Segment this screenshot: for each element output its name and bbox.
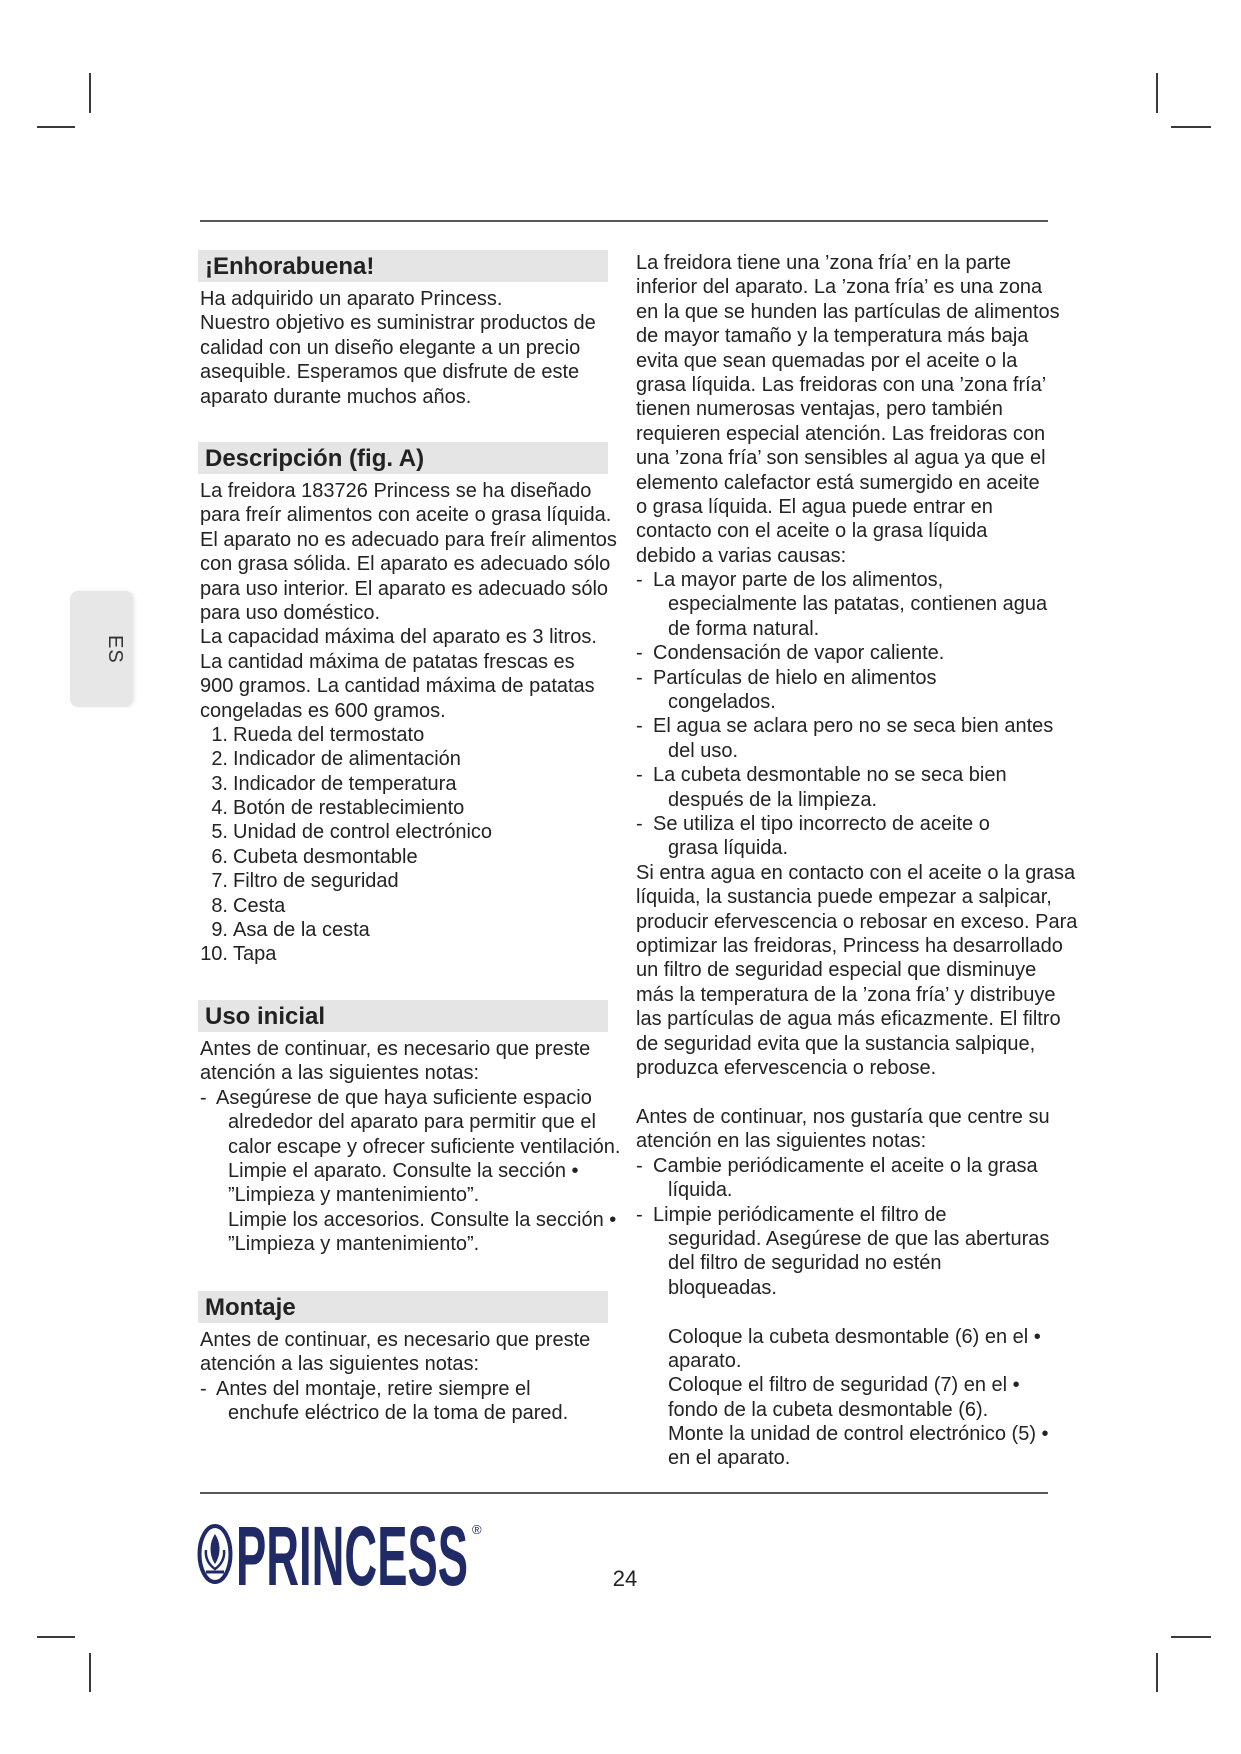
crop-mark-bottom-left-vertical bbox=[89, 1653, 91, 1692]
text-line: Antes de continuar, es necesario que preste bbox=[200, 1038, 591, 1060]
text-line: La cantidad máxima de patatas frescas es bbox=[200, 650, 575, 673]
parts-list bbox=[200, 723, 608, 967]
text-line: de seguridad evita que la sustancia salpique, bbox=[636, 1032, 1036, 1055]
list-item bbox=[200, 894, 608, 918]
bullet-continuation-line: seguridad. Asegúrese de que las aberturas bbox=[668, 1227, 1050, 1250]
list-item bbox=[200, 723, 608, 747]
text-line: más la temperatura de la ’zona fría’ y distribuye bbox=[636, 983, 1056, 1006]
section-body bbox=[200, 1328, 608, 1426]
top-rule bbox=[200, 220, 1048, 222]
list-item bbox=[200, 869, 608, 893]
list-item-number: 8. bbox=[211, 894, 228, 917]
text-line: Nuestro objetivo es suministrar productos de bbox=[200, 312, 596, 335]
bullet-continuation-line: alrededor del aparato para permitir que el bbox=[228, 1111, 596, 1134]
list-item-number: 7. bbox=[211, 870, 228, 893]
text-line: atención a las siguientes notas: bbox=[200, 1353, 480, 1376]
bullet-text: Asegúrese de que haya suficiente espacio bbox=[216, 1086, 592, 1109]
bullet-text: Partículas de hielo en alimentos bbox=[653, 666, 937, 689]
text-line: para uso doméstico. bbox=[200, 601, 381, 624]
bullet-text: Se utiliza el tipo incorrecto de aceite o bbox=[653, 812, 990, 835]
assembly-steps bbox=[636, 1325, 1081, 1471]
list-item bbox=[200, 772, 608, 796]
bullet-marker: - bbox=[636, 812, 643, 835]
text-line: La capacidad máxima del aparato es 3 litros. bbox=[200, 626, 597, 649]
section-descripcion bbox=[198, 442, 617, 967]
text-line: de mayor tamaño y la temperatura más baja bbox=[636, 325, 1029, 348]
text-line: para freír alimentos con aceite o grasa líquida. bbox=[200, 504, 612, 527]
bullet-text: El agua se aclara pero no se seca bien antes bbox=[653, 715, 1054, 738]
step-line: Coloque la cubeta desmontable (6) en el • bbox=[668, 1325, 1041, 1348]
bullet-continuation-line: especialmente las patatas, contienen agua bbox=[668, 593, 1048, 616]
bullet-item bbox=[636, 666, 1081, 690]
section-enhorabuena bbox=[198, 250, 608, 409]
bullet-item bbox=[636, 812, 1081, 836]
section-body bbox=[200, 287, 608, 409]
list-item-number: 5. bbox=[211, 821, 228, 844]
text-line: La freidora tiene una ’zona fría’ en la parte bbox=[636, 252, 1012, 274]
list-item bbox=[200, 820, 608, 844]
text-line: Ha adquirido un aparato Princess. bbox=[200, 288, 503, 310]
text-line: grasa líquida. Las freidoras con una ’zona fría’ bbox=[636, 373, 1047, 396]
text-line: asequible. Esperamos que disfrute de este bbox=[200, 361, 580, 384]
page-number: 24 bbox=[612, 1566, 638, 1591]
bullet-marker: - bbox=[636, 764, 643, 787]
text-line: una ’zona fría’ son sensibles al agua ya que el bbox=[636, 447, 1046, 470]
list-item-label: Unidad de control electrónico bbox=[233, 821, 493, 844]
list-item-label: Cubeta desmontable bbox=[233, 845, 418, 868]
language-tab-label: ES bbox=[104, 634, 126, 664]
bullet-continuation-line: Limpie los accesorios. Consulte la sección • bbox=[228, 1208, 617, 1231]
text-line: calidad con un diseño elegante a un precio bbox=[200, 336, 581, 359]
crop-mark-top-right-vertical bbox=[1156, 73, 1158, 113]
text-line: evita que sean quemadas por el aceite o la bbox=[636, 349, 1018, 372]
text-line: contacto con el aceite o la grasa líquida bbox=[636, 520, 988, 543]
text-line: La freidora 183726 Princess se ha diseñado bbox=[200, 480, 592, 502]
bullet-marker: - bbox=[636, 569, 643, 592]
bullet-continuation-line: ”Limpieza y mantenimiento”. bbox=[228, 1233, 480, 1256]
section-heading: Descripción (fig. A) bbox=[198, 442, 608, 474]
list-item bbox=[200, 918, 608, 942]
text-line: para uso interior. El aparato es adecuado sólo bbox=[200, 577, 609, 600]
bullet-marker: - bbox=[636, 666, 643, 689]
section-montaje bbox=[198, 1291, 608, 1426]
bullet-continuation-line: ”Limpieza y mantenimiento”. bbox=[228, 1184, 480, 1207]
maintenance-notes-block bbox=[636, 1105, 1081, 1471]
bullet-continuation-line: Limpie el aparato. Consulte la sección • bbox=[228, 1159, 579, 1182]
crop-mark-bottom-left-horizontal bbox=[37, 1636, 75, 1638]
language-tab bbox=[70, 591, 133, 707]
text-line: con grasa sólida. El aparato es adecuado sólo bbox=[200, 553, 611, 576]
list-item bbox=[200, 942, 608, 966]
bullet-item bbox=[636, 714, 1081, 738]
bullet-continuation-line: congelados. bbox=[668, 691, 776, 714]
text-line: en la que se hunden las partículas de alimentos bbox=[636, 300, 1060, 323]
bullet-continuation-line: líquida. bbox=[668, 1179, 733, 1202]
bullet-continuation-line: calor escape y ofrecer suficiente ventilación. bbox=[228, 1135, 621, 1158]
text-line: El aparato no es adecuado para freír alimentos bbox=[200, 528, 617, 551]
bullet-continuation-line: de forma natural. bbox=[668, 617, 820, 640]
list-item bbox=[200, 845, 608, 869]
princess-emblem-icon bbox=[200, 1526, 231, 1582]
bullet-item bbox=[636, 568, 1081, 592]
section-body bbox=[200, 479, 617, 967]
text-line: un filtro de seguridad especial que disminuye bbox=[636, 959, 1037, 982]
bullet-item bbox=[636, 641, 1081, 665]
list-item-label: Indicador de alimentación bbox=[233, 748, 461, 771]
crop-mark-bottom-right-vertical bbox=[1156, 1653, 1158, 1692]
bullet-text: La mayor parte de los alimentos, bbox=[653, 569, 944, 592]
text-line: líquida, la sustancia puede empezar a salpicar, bbox=[636, 886, 1052, 909]
logo-wordmark: PRINCESS bbox=[236, 1514, 468, 1594]
bullet-continuation-line: después de la limpieza. bbox=[668, 788, 878, 811]
bullet-text: Condensación de vapor caliente. bbox=[653, 642, 945, 665]
section-heading: Uso inicial bbox=[198, 1000, 608, 1032]
step-line: aparato. bbox=[668, 1349, 742, 1372]
bullet-text: Antes del montaje, retire siempre el bbox=[216, 1377, 531, 1400]
bullet-marker: - bbox=[200, 1377, 207, 1400]
text-line: elemento calefactor está sumergido en aceite bbox=[636, 471, 1040, 494]
text-line: atención a las siguientes notas: bbox=[200, 1062, 480, 1085]
bullet-continuation-line: bloqueadas. bbox=[668, 1276, 777, 1299]
crop-mark-bottom-right-horizontal bbox=[1171, 1636, 1211, 1638]
text-line: inferior del aparato. La ’zona fría’ es una zona bbox=[636, 276, 1043, 299]
text-line: aparato durante muchos años. bbox=[200, 385, 472, 408]
text-line: producir efervescencia o rebosar en exceso. Para bbox=[636, 910, 1078, 933]
text-line: Antes de continuar, nos gustaría que centre su bbox=[636, 1106, 1050, 1128]
bullet-marker: - bbox=[636, 715, 643, 738]
list-item bbox=[200, 796, 608, 820]
text-line: o grasa líquida. El agua puede entrar en bbox=[636, 495, 993, 518]
bullet-continuation-line: grasa líquida. bbox=[668, 837, 789, 860]
bullet-item bbox=[200, 1086, 608, 1110]
step-line: en el aparato. bbox=[668, 1447, 791, 1470]
list-item-label: Rueda del termostato bbox=[233, 723, 425, 746]
list-item-number: 1. bbox=[211, 723, 228, 746]
bullet-marker: - bbox=[636, 1154, 643, 1177]
list-item-number: 2. bbox=[211, 748, 228, 771]
bullet-item bbox=[636, 763, 1081, 787]
step-line: Monte la unidad de control electrónico (5) • bbox=[668, 1423, 1049, 1446]
list-item-label: Botón de restablecimiento bbox=[233, 797, 465, 820]
bullet-continuation-line: del uso. bbox=[668, 739, 739, 762]
text-line: Si entra agua en contacto con el aceite o la grasa bbox=[636, 861, 1076, 884]
bullet-item bbox=[636, 1203, 1081, 1227]
bottom-rule bbox=[200, 1492, 1048, 1494]
bullet-item bbox=[200, 1377, 608, 1401]
bullet-text: Cambie periódicamente el aceite o la grasa bbox=[653, 1154, 1038, 1177]
text-line: congeladas es 600 gramos. bbox=[200, 699, 446, 722]
crop-mark-top-left-vertical bbox=[89, 73, 91, 113]
list-item-label: Asa de la cesta bbox=[233, 919, 370, 942]
text-line: tienen numerosas ventajas, pero también bbox=[636, 398, 1003, 421]
list-item-label: Cesta bbox=[233, 894, 286, 917]
text-line: atención en las siguientes notas: bbox=[636, 1130, 927, 1153]
bullet-marker: - bbox=[200, 1086, 207, 1109]
text-line: produzca efervescencia o rebose. bbox=[636, 1056, 937, 1079]
step-line: fondo de la cubeta desmontable (6). bbox=[668, 1398, 989, 1421]
section-heading: ¡Enhorabuena! bbox=[198, 250, 608, 282]
section-uso-inicial bbox=[198, 1000, 621, 1257]
bullet-continuation-line: enchufe eléctrico de la toma de pared. bbox=[228, 1402, 569, 1425]
step-line: Coloque el filtro de seguridad (7) en el • bbox=[668, 1374, 1020, 1397]
crop-mark-top-right-horizontal bbox=[1171, 126, 1211, 128]
text-line: requieren especial atención. Las freidoras con bbox=[636, 422, 1046, 445]
list-item-label: Filtro de seguridad bbox=[233, 870, 399, 893]
crop-mark-top-left-horizontal bbox=[37, 126, 75, 128]
section-heading: Montaje bbox=[198, 1291, 608, 1323]
zona-fria-block bbox=[636, 251, 1081, 1080]
bullet-marker: - bbox=[636, 1203, 643, 1226]
text-line: debido a varias causas: bbox=[636, 544, 847, 567]
text-line: las partículas de agua más eficazmente. El filtro bbox=[636, 1008, 1061, 1031]
text-line: 900 gramos. La cantidad máxima de patatas bbox=[200, 675, 595, 698]
list-item-number: 4. bbox=[211, 797, 228, 820]
list-item-label: Tapa bbox=[233, 943, 277, 966]
list-item-number: 6. bbox=[211, 845, 228, 868]
list-item-number: 10. bbox=[200, 943, 228, 966]
list-item-number: 9. bbox=[211, 919, 228, 942]
list-item bbox=[200, 747, 608, 771]
bullet-text: Limpie periódicamente el filtro de bbox=[653, 1203, 947, 1226]
bullet-item bbox=[636, 1154, 1081, 1178]
text-line: optimizar las freidoras, Princess ha desarrollado bbox=[636, 934, 1063, 957]
bullet-marker: - bbox=[636, 642, 643, 665]
list-item-label: Indicador de temperatura bbox=[233, 772, 457, 795]
bullet-continuation-line: del filtro de seguridad no estén bbox=[668, 1252, 942, 1275]
list-item-number: 3. bbox=[211, 772, 228, 795]
registered-mark: ® bbox=[472, 1522, 482, 1537]
bullet-text: La cubeta desmontable no se seca bien bbox=[653, 764, 1007, 787]
section-body bbox=[200, 1037, 621, 1257]
text-line: Antes de continuar, es necesario que preste bbox=[200, 1329, 591, 1351]
princess-logo bbox=[196, 1514, 486, 1594]
